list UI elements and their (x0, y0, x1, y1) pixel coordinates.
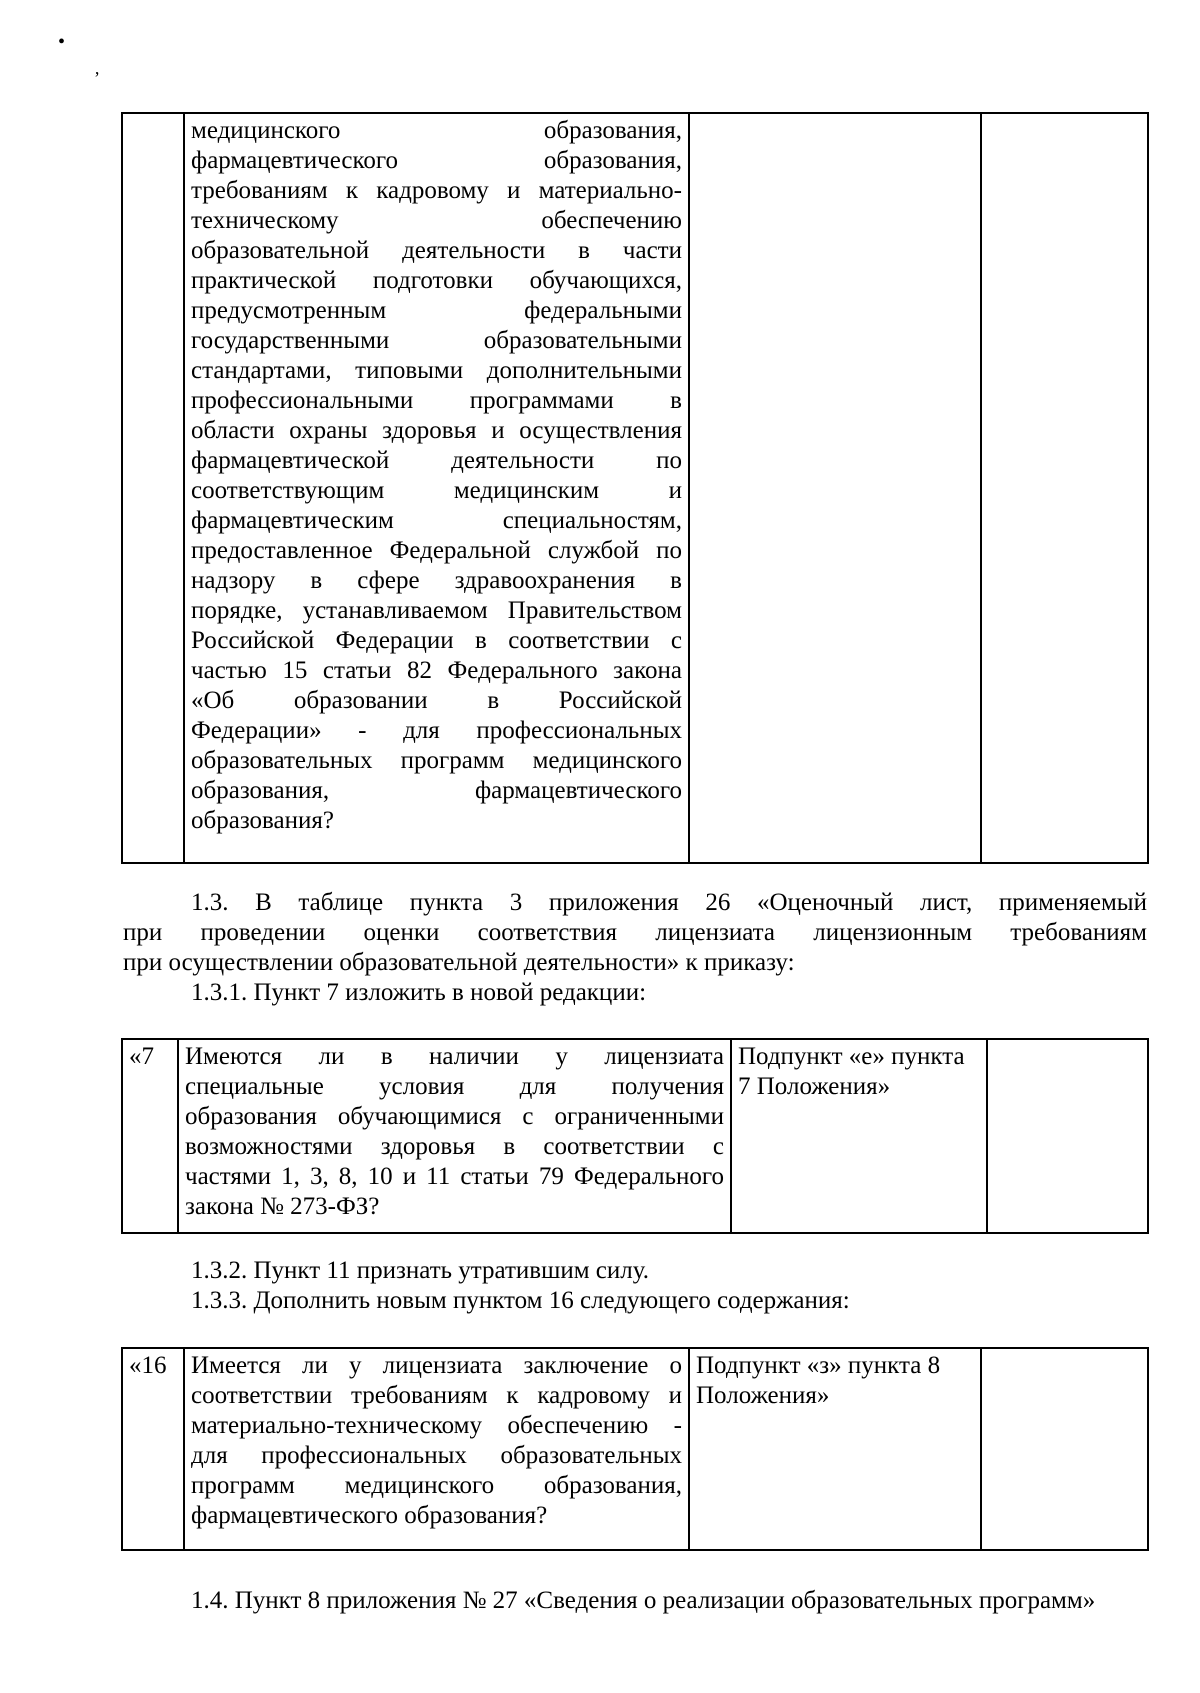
table-item-7 (121, 1038, 1149, 1234)
table3-note-cell (981, 1348, 1148, 1550)
table2-reference-cell: Подпункт «е» пункта 7 Положения» (731, 1039, 987, 1233)
paragraph-1-4: 1.4. Пункт 8 приложения № 27 «Сведения о реализации образовательных программ» (191, 1587, 1096, 1614)
table3-reference-cell: Подпункт «з» пункта 8 Положения» (689, 1348, 981, 1550)
paragraph-1-3: 1.3. В таблице пункта 3 приложения 26 «Оценочный лист, применяемый при проведении оценки соответствия лицензиата лицензионным требованиям при осуществлении образовательной деятельности» к приказу: (123, 889, 1147, 976)
paragraph-1-3-3: 1.3.3. Дополнить новым пунктом 16 следующего содержания: (191, 1287, 850, 1314)
paragraph-1-3-2: 1.3.2. Пункт 11 признать утратившим силу. (191, 1257, 649, 1284)
table-item-16 (121, 1347, 1149, 1551)
table2-number-cell: «7 (122, 1039, 178, 1233)
table-row (122, 1039, 1148, 1233)
paragraph-1-3-1: 1.3.1. Пункт 7 изложить в новой редакции: (191, 979, 647, 1006)
table1-reference-cell (689, 113, 981, 863)
table1-number-cell (122, 113, 184, 863)
table1-note-cell (981, 113, 1148, 863)
table2-note-cell (987, 1039, 1148, 1233)
table3-question-cell: Имеется ли у лицензиата заключение о соответствии требованиям к кадровому и материально-техническому обеспечению - для профессиональных образовательных программ медицинского образования, фармацевтического образования? (184, 1348, 689, 1550)
table-row (122, 1348, 1148, 1550)
table3-number-cell: «16 (122, 1348, 184, 1550)
scan-dot-mark: • (58, 31, 66, 53)
table-row (122, 113, 1148, 863)
table1-question-cell: медицинского образования, фармацевтического образования, требованиям к кадровому и материально- техническому обеспечению образовательной деятельности в части практической подготовки обучающихся, предусмотренным федеральными государственными образовательными стандартами, типовыми дополнительными профессиональными программами в области охраны здоровья и осуществления фармацевтической деятельности по соответствующим медицинским и фармацевтическим специальностям, предоставленное Федеральной службой по надзору в сфере здравоохранения в порядке, устанавливаемом Правительством Российской Федерации в соответствии с частью 15 статьи 82 Федерального закона «Об образовании в Российской Федерации» - для профессиональных образовательных программ медицинского образования, фармацевтического образования? (184, 113, 689, 863)
scan-tick-mark: ʼ (94, 68, 100, 88)
table2-question-cell: Имеются ли в наличии у лицензиата специальные условия для получения образования обучающимися с ограниченными возможностями здоровья в соответствии с частями 1, 3, 8, 10 и 11 статьи 79 Федерального закона № 273-ФЗ? (178, 1039, 731, 1233)
table-continuation (121, 112, 1149, 864)
